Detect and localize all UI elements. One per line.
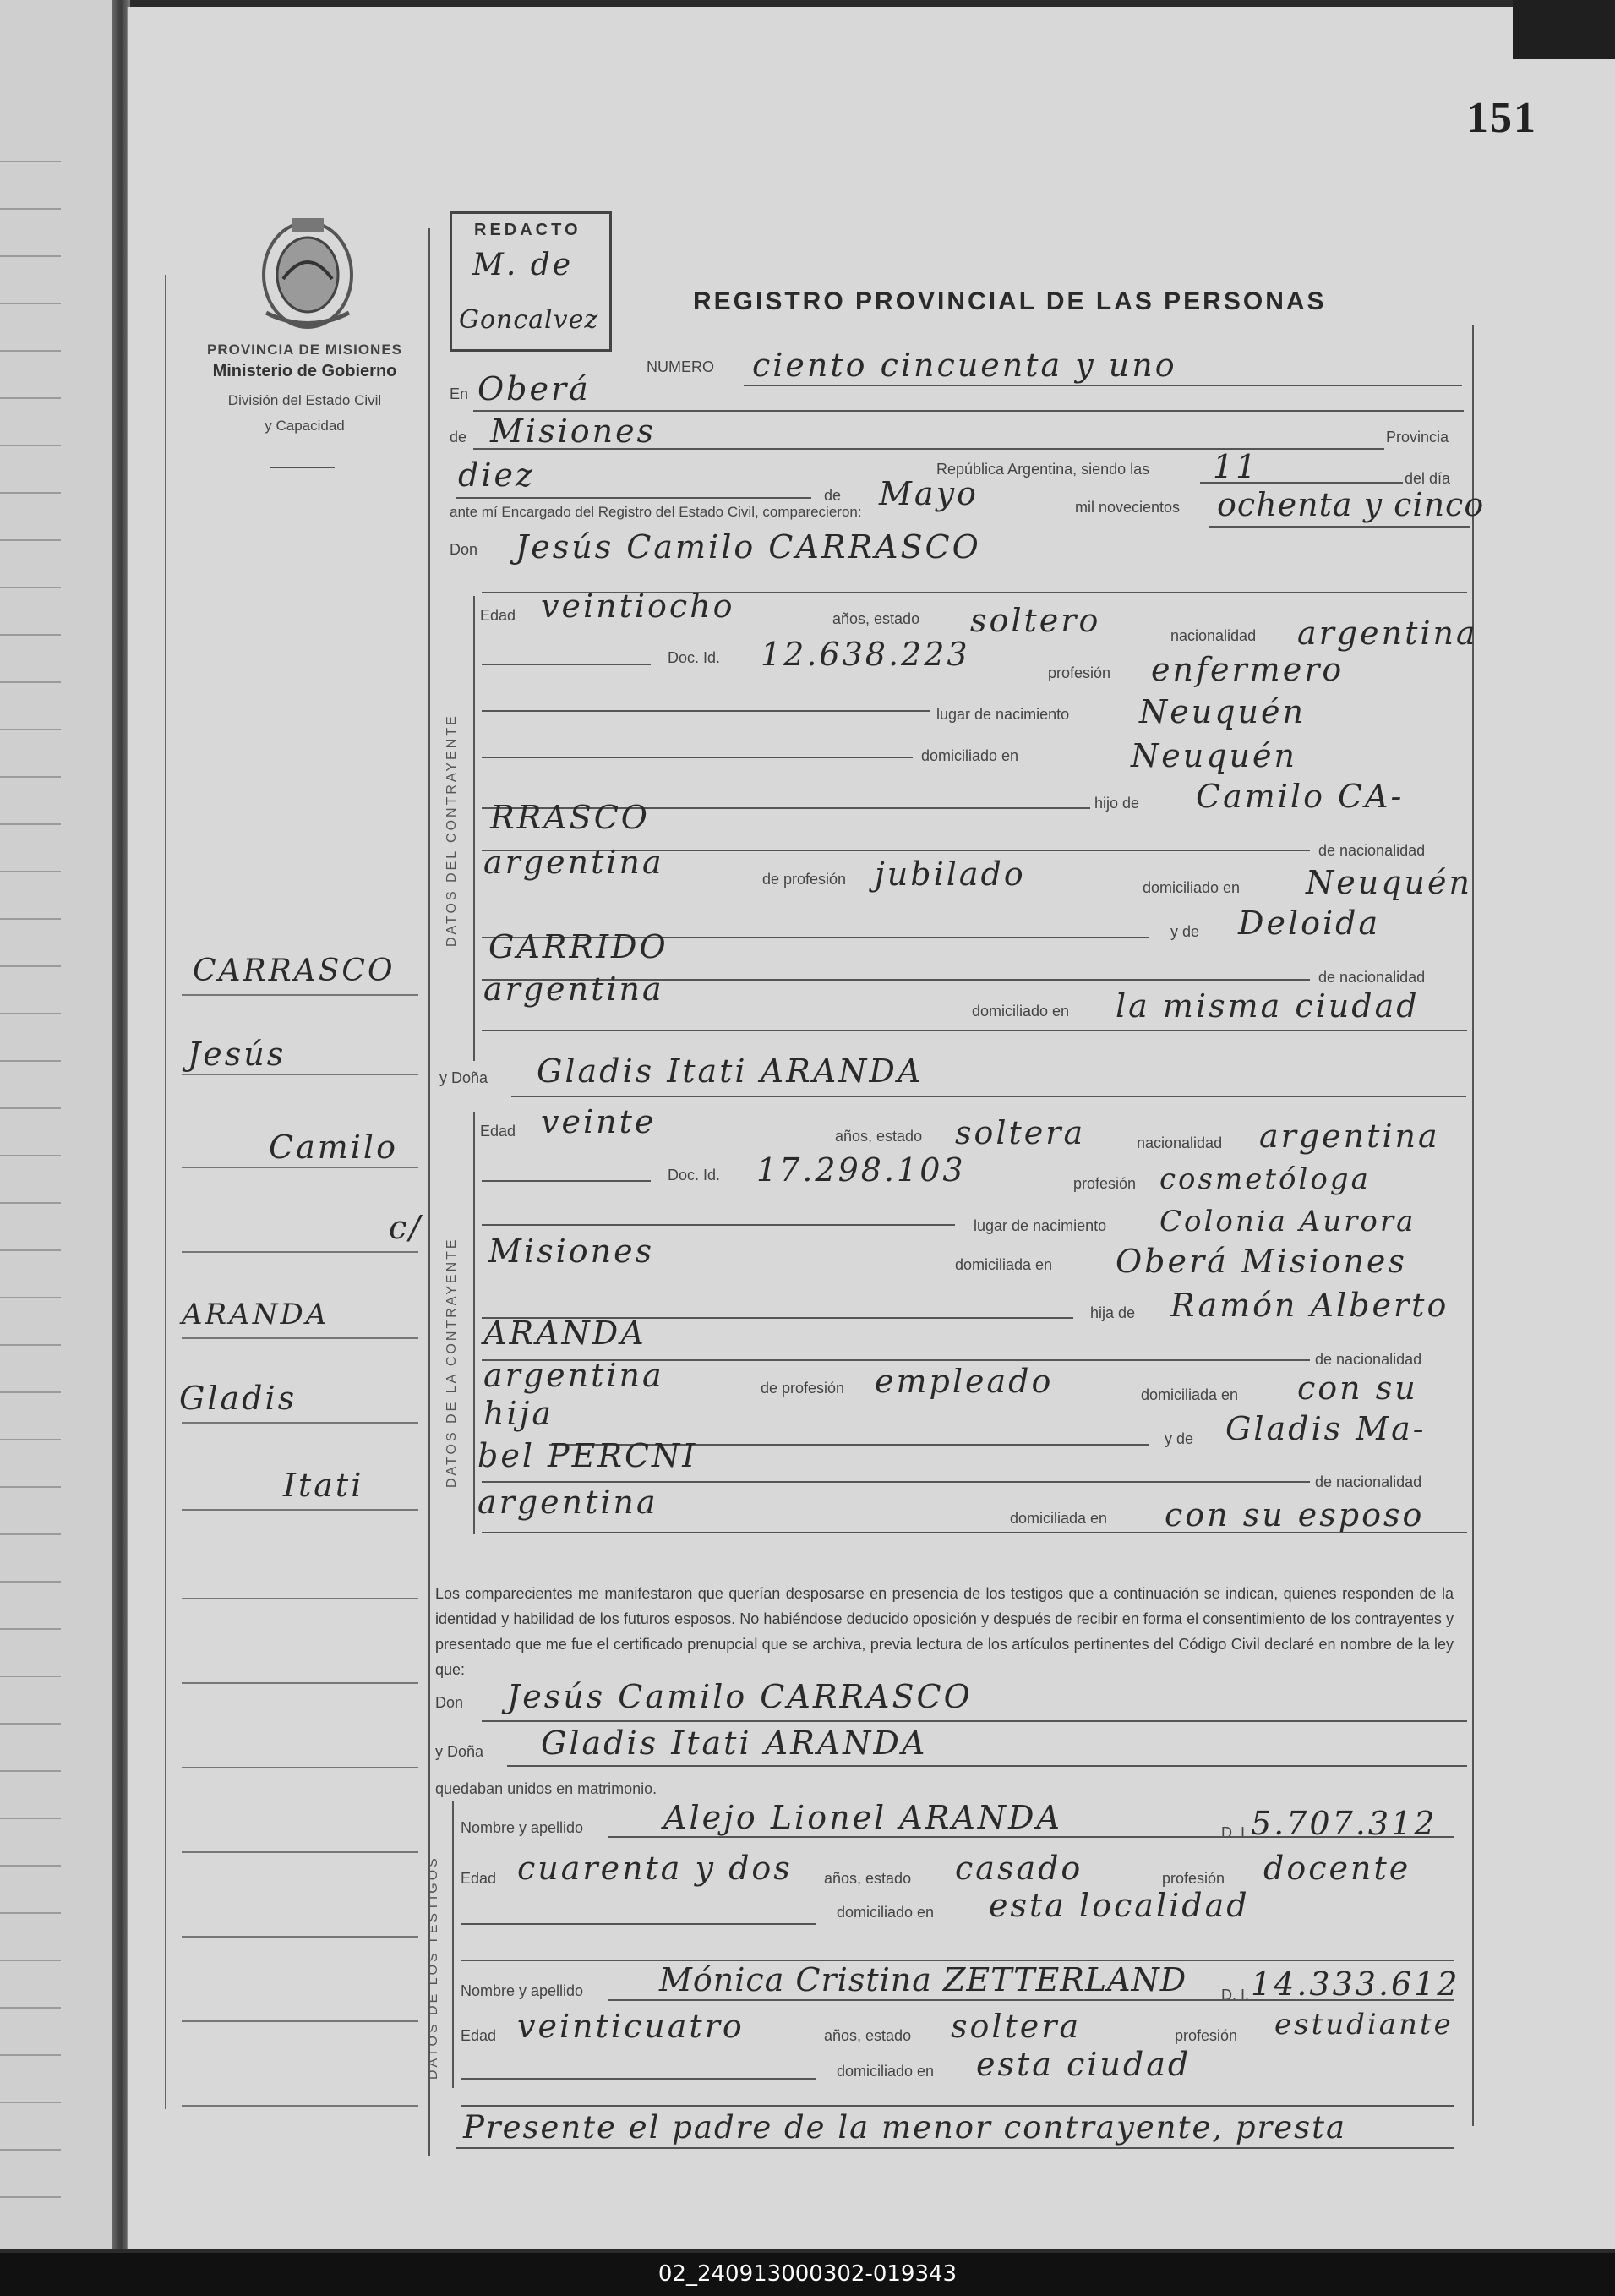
t1-di-label: D. I.	[1221, 1824, 1250, 1841]
line	[473, 410, 1464, 412]
padre-domicilio: Neuquén	[1306, 864, 1472, 901]
ruled-line	[0, 1533, 61, 1535]
madre-nacionalidad: argentina	[483, 970, 664, 1008]
margin-line	[182, 1851, 418, 1853]
ruled-line	[0, 1013, 61, 1014]
madre-de-nacionalidad-label: de nacionalidad	[1318, 969, 1426, 986]
contrayenta-doc-label: Doc. Id.	[668, 1167, 721, 1184]
mil-label: mil novecientos	[1075, 499, 1181, 516]
margin-line	[182, 1509, 418, 1511]
margin-note-name1: Jesús	[188, 1036, 286, 1073]
stamp-line1: M. de	[472, 248, 574, 282]
ruled-line	[0, 1202, 61, 1204]
margin-note-surname2: ARANDA	[182, 1298, 330, 1331]
stamp-line2: Goncalvez	[459, 305, 599, 335]
line	[507, 1765, 1467, 1767]
ruled-line	[0, 1865, 61, 1867]
contrayenta-edad-label: Edad	[480, 1123, 516, 1140]
t2-dom-label: domiciliado en	[837, 2063, 935, 2080]
contrayente-nombre: Jesús Camilo CARRASCO	[516, 528, 981, 566]
margin-note-c: c/	[389, 1209, 423, 1246]
contrayenta-madre-b: bel PERCNI	[477, 1437, 698, 1474]
contrayenta-padre-nac: argentina	[483, 1357, 664, 1394]
margin-line	[182, 1422, 418, 1424]
margin-line	[182, 1598, 418, 1599]
t2-estado-label: años, estado	[824, 2027, 912, 2044]
image-id-caption: 02_240913000302-019343	[0, 2253, 1615, 2296]
margin-note-name3: Gladis	[179, 1380, 297, 1417]
nacionalidad-label: nacionalidad	[1170, 627, 1257, 644]
margin-line	[182, 1074, 418, 1075]
ruled-line	[0, 1060, 61, 1062]
ante-text: ante mí Encargado del Registro del Estado Civil, comparecieron:	[450, 504, 862, 520]
t1-domicilio: esta localidad	[989, 1887, 1250, 1924]
margin-line	[182, 1167, 418, 1168]
contrayenta-frame	[473, 1112, 475, 1534]
ruled-line	[0, 1912, 61, 1914]
padre-profesion: jubilado	[875, 856, 1026, 893]
hijo-label: hijo de	[1094, 795, 1140, 812]
union-closing: quedaban unidos en matrimonio.	[435, 1780, 657, 1797]
line	[608, 1999, 1454, 2001]
ruled-line	[0, 729, 61, 730]
contrayenta-padre-prof: empleado	[875, 1363, 1054, 1400]
ruled-line	[0, 1439, 61, 1440]
contrayenta-padre-dom-a: con su	[1297, 1369, 1418, 1407]
ruled-line	[0, 965, 61, 967]
ruled-line	[0, 1628, 61, 1630]
t2-di: 14.333.612	[1251, 1965, 1460, 2003]
ruled-line	[0, 2149, 61, 2151]
margin-line	[182, 1337, 418, 1339]
contrayenta-de-prof-label: de profesión	[761, 1380, 845, 1397]
line	[1209, 526, 1470, 528]
line	[461, 2078, 816, 2080]
line	[482, 710, 930, 712]
previous-page-edge	[0, 0, 118, 2249]
edad-label: Edad	[480, 607, 516, 624]
line	[482, 1532, 1467, 1533]
padre-nacionalidad: argentina	[483, 844, 664, 881]
republica-label: República Argentina, siendo las	[936, 461, 1150, 478]
province-name: PROVINCIA DE MISIONES	[206, 342, 402, 358]
contrayente-section-label: DATOS DEL CONTRAYENTE	[445, 713, 459, 947]
t2-edad: veinticuatro	[517, 2008, 745, 2045]
ruled-line	[0, 1723, 61, 1725]
ruled-line	[0, 350, 61, 352]
contrayenta-padre-b: ARANDA	[483, 1315, 647, 1352]
line	[482, 1180, 651, 1182]
t1-nombre: Alejo Lionel ARANDA	[663, 1799, 1062, 1836]
t2-nombre: Mónica Cristina ZETTERLAND	[659, 1961, 1187, 1998]
handwritten-note: Presente el padre de la menor contrayente, presta	[463, 2109, 1347, 2146]
page-corner-shadow	[1513, 0, 1615, 59]
form-right-line	[1472, 325, 1474, 2126]
t1-edad: cuarenta y dos	[517, 1850, 793, 1887]
t1-estado-label: años, estado	[824, 1870, 912, 1887]
margin-note-name4: Itati	[283, 1467, 364, 1504]
contrayenta-lugar2: Misiones	[488, 1233, 655, 1270]
ruled-line	[0, 1960, 61, 1961]
hora-value: 11	[1213, 448, 1259, 485]
ruled-line	[0, 539, 61, 541]
line	[482, 1224, 955, 1226]
y-de-label: y de	[1170, 923, 1200, 940]
contrayenta-madre-de-nac-label: de nacionalidad	[1315, 1473, 1422, 1490]
margin-line	[182, 1682, 418, 1684]
contrayenta-section-label: DATOS DE LA CONTRAYENTE	[445, 1237, 459, 1488]
lugar-acta: Oberá	[477, 370, 591, 407]
de-label-2: de	[824, 487, 842, 504]
contrayenta-padre-dom-label: domiciliada en	[1141, 1386, 1239, 1403]
contrayenta-padre-dom-b: hija	[483, 1395, 554, 1432]
ministry-name: Ministerio de Gobierno	[212, 362, 397, 380]
t2-estado: soltera	[951, 2008, 1082, 2045]
coat-of-arms-icon	[258, 211, 357, 330]
padre-nombre-a: Camilo CA-	[1196, 778, 1405, 815]
division-line2: y Capacidad	[265, 418, 345, 434]
t1-edad-label: Edad	[461, 1870, 497, 1887]
ruled-line	[0, 918, 61, 920]
contrayente-nacionalidad: argentina	[1297, 615, 1478, 652]
ruled-line	[0, 1249, 61, 1251]
union-dona-label: y Doña	[435, 1743, 484, 1760]
margin-line	[182, 1767, 418, 1768]
stamp-label: REDACTO	[474, 221, 581, 239]
profesion-label: profesión	[1048, 664, 1111, 681]
contrayente-edad: veintiocho	[541, 588, 735, 625]
ruled-line	[0, 2102, 61, 2103]
ruled-line	[0, 492, 61, 494]
margin-line	[182, 1936, 418, 1938]
madre-domicilio: la misma ciudad	[1116, 987, 1420, 1025]
margin-line	[182, 1251, 418, 1253]
line	[461, 2105, 1454, 2107]
line	[1200, 482, 1403, 484]
t1-prof-label: profesión	[1162, 1870, 1225, 1887]
ruled-line	[0, 587, 61, 588]
line	[511, 1096, 1466, 1097]
line	[482, 1030, 1467, 1031]
division-line1: División del Estado Civil	[227, 392, 382, 408]
redacto-stamp	[450, 211, 612, 352]
ruled-line	[0, 1581, 61, 1583]
line	[456, 2147, 1454, 2149]
dona-label: y Doña	[439, 1069, 488, 1086]
contrayenta-doc: 17.298.103	[756, 1151, 966, 1189]
ruled-line	[0, 397, 61, 399]
ruled-line	[0, 1676, 61, 1677]
ruled-line	[0, 1486, 61, 1488]
margin-note-surname: CARRASCO	[193, 954, 396, 988]
line	[456, 497, 811, 499]
contrayenta-domicilio: Oberá Misiones	[1116, 1243, 1407, 1280]
left-frame-line	[165, 275, 166, 2109]
ruled-line	[0, 1155, 61, 1156]
line	[482, 1481, 1310, 1483]
doc-label: Doc. Id.	[668, 649, 721, 666]
document-title: REGISTRO PROVINCIAL DE LAS PERSONAS	[693, 287, 1327, 315]
ruled-line	[0, 208, 61, 210]
ruled-line	[0, 681, 61, 683]
union-dona: Gladis Itati ARANDA	[541, 1725, 928, 1762]
contrayenta-padre-a: Ramón Alberto	[1170, 1287, 1449, 1324]
ruled-line	[0, 2196, 61, 2198]
contrayenta-lugar: Colonia Aurora	[1159, 1205, 1416, 1238]
ruled-line	[0, 871, 61, 872]
contrayenta-estado-label: años, estado	[835, 1128, 923, 1145]
contrayenta-nombre: Gladis Itati ARANDA	[537, 1052, 924, 1090]
ruled-line	[0, 1107, 61, 1109]
ruled-line	[0, 1770, 61, 1772]
contrayente-estado: soltero	[970, 602, 1101, 639]
mes-value: Mayo	[879, 475, 979, 512]
ruled-line	[0, 1818, 61, 1819]
anio-value: ochenta y cinco	[1217, 486, 1485, 523]
contrayente-doc: 12.638.223	[761, 636, 970, 673]
margin-note-name2: Camilo	[269, 1129, 398, 1166]
provincia-value: Misiones	[490, 413, 657, 450]
t2-di-label: D. I.	[1221, 1987, 1250, 2004]
ruled-line	[0, 1391, 61, 1393]
page-number: 151	[1466, 94, 1537, 142]
hija-label: hija de	[1090, 1304, 1136, 1321]
ruled-line	[0, 1297, 61, 1298]
t1-estado: casado	[955, 1850, 1083, 1887]
ruled-line	[0, 445, 61, 446]
line	[608, 1836, 1454, 1838]
union-don: Jesús Camilo CARRASCO	[507, 1678, 973, 1715]
de-label: de	[450, 429, 467, 446]
contrayente-frame	[473, 596, 475, 1061]
ruled-line	[0, 823, 61, 825]
margin-line	[182, 2020, 418, 2022]
madre-domiciliado-label: domiciliado en	[972, 1003, 1070, 1020]
madre-nombre-a: Deloida	[1238, 905, 1381, 942]
padre-domiciliado-label: domiciliado en	[1143, 879, 1241, 896]
ruled-line	[0, 161, 61, 162]
contrayenta-de-nac-label: de nacionalidad	[1315, 1351, 1422, 1368]
provincia-label: Provincia	[1386, 429, 1449, 446]
t2-domicilio: esta ciudad	[976, 2046, 1192, 2083]
ruled-line	[0, 1344, 61, 1346]
declaration-text: Los comparecientes me manifestaron que querían desposarse en presencia de los testigos que a continuación se indican, quienes responden de la identidad y habilidad de los futuros esposos. No habiéndose deducido oposición y después de recibir en forma el consentimiento de los contrayentes y presentado que me fue el certificado prenupcial que se archiva, previa lectura de los artículos pertinentes del Código Civil declaré en nombre de la ley que:	[435, 1585, 1454, 1678]
en-label: En	[450, 385, 469, 402]
contrayenta-madre-dom: con su esposo	[1165, 1496, 1425, 1533]
ruled-line	[0, 303, 61, 304]
line	[461, 1923, 816, 1925]
lugar-label: lugar de nacimiento	[936, 706, 1070, 723]
ruled-line	[0, 634, 61, 636]
t1-profesion: docente	[1263, 1850, 1411, 1887]
contrayente-profesion: enfermero	[1151, 651, 1345, 688]
ruled-line	[0, 255, 61, 257]
divider	[270, 467, 335, 468]
padre-nombre-b: RRASCO	[490, 799, 650, 836]
dia-value: diez	[458, 456, 535, 494]
don-label: Don	[450, 541, 478, 558]
de-nacionalidad-label: de nacionalidad	[1318, 842, 1426, 859]
ruled-line	[0, 2007, 61, 2009]
margin-line	[182, 2105, 418, 2107]
contrayente-lugar: Neuquén	[1139, 693, 1306, 730]
union-don-label: Don	[435, 1694, 464, 1711]
contrayenta-edad: veinte	[541, 1103, 657, 1140]
t1-dom-label: domiciliado en	[837, 1904, 935, 1921]
line	[482, 664, 651, 665]
numero-label: NUMERO	[647, 358, 714, 375]
de-profesion-label: de profesión	[762, 871, 847, 888]
contrayenta-domiciliada-label: domiciliada en	[955, 1256, 1053, 1273]
contrayenta-madre-dom-label: domiciliada en	[1010, 1510, 1108, 1527]
t2-profesion: estudiante	[1274, 2008, 1454, 2042]
contrayenta-madre-a: Gladis Ma-	[1225, 1410, 1427, 1447]
numero-value: ciento cincuenta y uno	[752, 347, 1177, 384]
contrayenta-profesion-label: profesión	[1073, 1175, 1137, 1192]
line	[744, 385, 1462, 386]
contrayenta-profesion: cosmetóloga	[1159, 1162, 1371, 1196]
line	[482, 757, 913, 758]
contrayenta-lugar-label: lugar de nacimiento	[974, 1217, 1107, 1234]
estado-label: años, estado	[832, 610, 920, 627]
contrayenta-nacionalidad-label: nacionalidad	[1137, 1134, 1223, 1151]
testigos-frame	[452, 1801, 454, 2088]
domiciliado-label: domiciliado en	[921, 747, 1019, 764]
ruled-line	[0, 776, 61, 778]
t2-nombre-label: Nombre y apellido	[461, 1982, 584, 1999]
contrayenta-estado: soltera	[955, 1114, 1086, 1151]
testigos-section-label: DATOS DE LOS TESTIGOS	[426, 1856, 440, 2080]
contrayenta-nacionalidad: argentina	[1259, 1118, 1440, 1155]
t2-edad-label: Edad	[461, 2027, 497, 2044]
t2-prof-label: profesión	[1175, 2027, 1238, 2044]
contrayenta-y-de-label: y de	[1165, 1430, 1194, 1447]
ruled-line	[0, 2054, 61, 2056]
del-dia-label: del día	[1405, 470, 1451, 487]
t1-nombre-label: Nombre y apellido	[461, 1819, 584, 1836]
contrayenta-madre-nac: argentina	[477, 1484, 658, 1521]
t1-di: 5.707.312	[1251, 1805, 1438, 1842]
contrayente-domicilio: Neuquén	[1131, 737, 1297, 774]
madre-nombre-b: GARRIDO	[488, 928, 668, 965]
line	[482, 1720, 1467, 1722]
margin-line	[182, 994, 418, 996]
